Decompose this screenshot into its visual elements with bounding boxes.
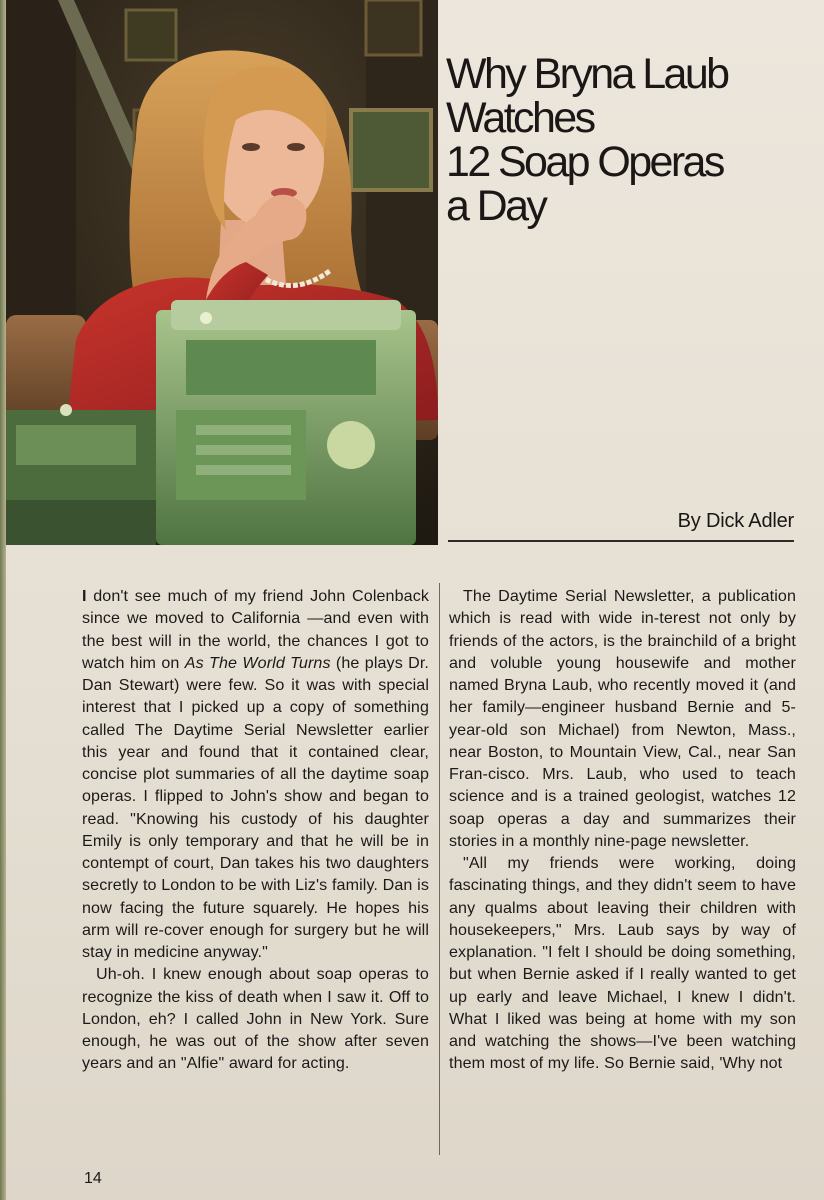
show-title: As The World Turns: [184, 653, 331, 672]
right-paragraph-1: The Daytime Serial Newsletter, a publication which is read with wide in-terest not only by friends of the actors, is the brainchild of a bright and voluble young housewife and mother named Bryna Laub, who recently moved it (and her family—engineer husband Bernie and 5-year-old son Michael) from Newton, Mass., near Boston, to Mountain View, Cal., near San Fran-cisco. Mrs. Laub, who used to teach science and is a trained geologist, watches 12 soap operas a day and summarizes their stories in a monthly nine-page newsletter.: [449, 587, 796, 850]
column-divider: [439, 583, 440, 1155]
byline: By Dick Adler: [677, 510, 794, 532]
right-column: [449, 585, 796, 1075]
left-paragraph-1-text-b: (he plays Dr. Dan Stewart) were few. So it was with special interest that I picked up a copy of something called The Daytime Serial Newsletter earlier this year and found that it contained clear, concise plot summaries of all the daytime soap operas. I flipped to John's show and began to read. "Knowing his custody of his daughter Emily is only temporary and that he will be in contempt of court, Dan takes his two daughters secretly to London to be with Liz's family. Dan is now facing the future squarely. He hopes his arm will re-cover enough for surgery but he will stay in medicine anyway.": [82, 653, 429, 961]
woman-with-typewriter-photo: [6, 0, 438, 545]
byline-rule: [448, 540, 794, 542]
headline-line-4: a Day: [446, 182, 546, 230]
page-number: 14: [84, 1170, 102, 1187]
dropcap: I: [82, 587, 87, 605]
headline-line-1: Why Bryna Laub: [446, 50, 728, 98]
headline-line-2: Watches: [446, 94, 594, 142]
left-paragraph-2: Uh-oh. I knew enough about soap operas to recognize the kiss of death when I saw it. Off to London, eh? I called John in New York. Sure enough, he was out of the show after seven years and an "Alfie" award for acting.: [82, 965, 429, 1073]
left-paragraph-1: [82, 585, 429, 963]
right-paragraph-2: "All my friends were working, doing fascinating things, and they didn't seem to have any qualms about leaving their children with housekeepers," Mrs. Laub says by way of explanation. "I felt I should be doing something, but when Bernie asked if I really wanted to get up early and leave Michael, I knew I didn't. What I liked was being at home with my son and watching the shows—I've been watching them most of my life. So Bernie said, 'Why not: [449, 854, 796, 1073]
left-column: [82, 585, 429, 1075]
left-paragraph-1-text-a: don't see much of my friend John Colenback since we moved to California —and even with the best will in the world, the chances I got to watch him on: [82, 587, 429, 672]
article-headline: [446, 52, 816, 228]
article-photo: [6, 0, 438, 545]
headline-line-3: 12 Soap Operas: [446, 138, 723, 186]
